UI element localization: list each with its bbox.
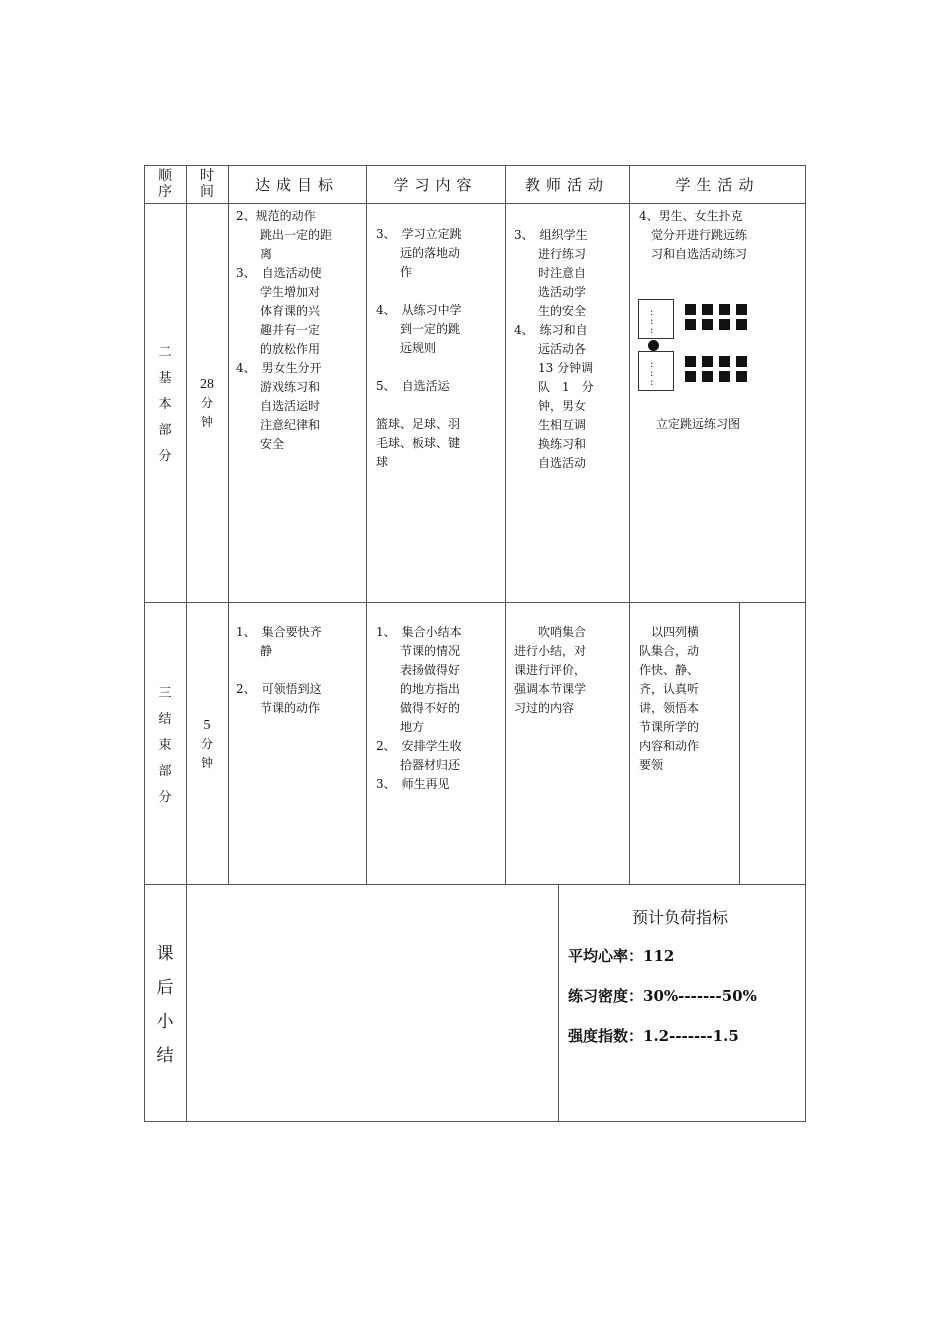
student-square-icon	[702, 304, 713, 315]
text-line: 换练习和	[514, 437, 587, 451]
text-line: 3、 组织学生	[514, 228, 588, 242]
text-line: 静	[236, 644, 273, 658]
text-line: 自选活运时	[236, 399, 321, 413]
header-time	[186, 169, 228, 199]
text-line: 注意纪律和	[236, 418, 321, 432]
teacher-dot-icon	[648, 340, 659, 351]
text-line: 进行小结，对	[514, 644, 587, 658]
summary-label-char: 结	[156, 1046, 174, 1066]
basic-label-char: 部	[158, 423, 172, 438]
text-line	[514, 207, 626, 226]
header-time-1: 时	[200, 168, 214, 184]
student-square-icon	[702, 356, 713, 367]
student-square-icon	[719, 319, 730, 330]
student-square-icon	[719, 371, 730, 382]
text-line: 作	[376, 265, 413, 279]
text-line: 4、 男女生分开	[236, 361, 322, 375]
header-order-1: 顺	[158, 168, 172, 184]
dots-icon: : : :	[650, 359, 658, 388]
text-line: 4、 练习和自	[514, 323, 588, 337]
basic-label-char: 二	[158, 345, 172, 360]
text-line: 1、 集合小结本	[376, 625, 462, 639]
text-line: 作快、静、	[639, 663, 700, 677]
long-jump-diagram	[638, 299, 798, 389]
basic-label-char: 基	[158, 371, 172, 386]
text-line: 毛球、板球、键	[376, 436, 461, 450]
header-order	[144, 169, 186, 199]
student-square-icon	[685, 319, 696, 330]
text-line: 觉分开进行跳远练	[639, 228, 748, 242]
ending-label-char: 结	[158, 712, 172, 727]
text-line	[236, 661, 364, 680]
text-line: 地方	[376, 720, 425, 734]
text-line: 离	[236, 247, 273, 261]
header-content: 学习内容	[393, 176, 478, 194]
lesson-plan-table	[144, 165, 806, 1122]
ending-time	[186, 716, 228, 773]
text-line: 4、男生、女生扑克	[639, 209, 743, 223]
text-line: 自选活动	[514, 456, 587, 470]
text-line: 2、规范的动作	[236, 209, 316, 223]
basic-time	[186, 375, 228, 432]
text-line: 3、 自选活动使	[236, 266, 322, 280]
basic-time-number: 28	[200, 377, 214, 392]
basic-label-char: 本	[158, 397, 172, 412]
intensity-index: 强度指数：1.2-------1.5	[568, 1027, 739, 1045]
text-line: 4、 从练习中学	[376, 303, 462, 317]
average-heart-rate: 平均心率：112	[568, 947, 675, 965]
header-teacher: 教师活动	[524, 176, 609, 194]
summary-label-char: 课	[156, 944, 174, 964]
student-square-icon	[702, 319, 713, 330]
text-line: 习过的内容	[514, 701, 575, 715]
text-line: 生相互调	[514, 418, 587, 432]
student-square-icon	[685, 371, 696, 382]
text-line: 节课的动作	[236, 701, 321, 715]
student-square-icon	[736, 319, 747, 330]
text-line: 远规则	[376, 341, 437, 355]
text-line: 拾器材归还	[376, 758, 461, 772]
text-line: 游戏练习和	[236, 380, 321, 394]
text-line: 吹哨集合	[514, 625, 587, 639]
text-line: 时注意自	[514, 266, 587, 280]
text-line: 内容和动作	[639, 739, 700, 753]
practice-density: 练习密度：30%-------50%	[568, 987, 757, 1005]
summary-label-char: 后	[156, 978, 174, 998]
text-line: 体育课的兴	[236, 304, 321, 318]
text-line: 要领	[639, 758, 664, 772]
text-line: 齐，认真听	[639, 682, 700, 696]
text-line: 13 分钟调	[514, 361, 594, 375]
ending-goals-list	[236, 623, 364, 718]
text-line: 队 1 分	[514, 380, 594, 394]
ending-section-label	[155, 681, 175, 811]
text-line	[376, 358, 502, 377]
basic-goals-list	[236, 207, 364, 454]
text-line: 习和自选活动练习	[639, 247, 748, 261]
text-line: 2、 可领悟到这	[236, 682, 322, 696]
header-student: 学生活动	[675, 176, 760, 194]
text-line: 远的落地动	[376, 246, 461, 260]
summary-label-char: 小	[156, 1012, 174, 1032]
header-time-2: 间	[200, 184, 214, 200]
jump-area-box	[638, 299, 674, 339]
text-line: 3、 学习立定跳	[376, 227, 462, 241]
text-line: 趣并有一定	[236, 323, 321, 337]
text-line: 球	[376, 455, 389, 469]
ending-teacher-list	[514, 623, 626, 718]
student-square-icon	[685, 356, 696, 367]
ending-time-unit: 分	[200, 737, 213, 751]
text-line: 生的安全	[514, 304, 587, 318]
text-line: 队集合，动	[639, 644, 700, 658]
text-line: 表扬做得好	[376, 663, 461, 677]
text-line: 2、 安排学生收	[376, 739, 462, 753]
text-line: 跳出一定的距	[236, 228, 333, 242]
text-line	[376, 282, 502, 301]
text-line: 学生增加对	[236, 285, 321, 299]
student-square-icon	[736, 304, 747, 315]
student-square-icon	[719, 304, 730, 315]
dots-icon: : : :	[650, 307, 658, 336]
jump-area-box	[638, 351, 674, 391]
student-square-icon	[736, 371, 747, 382]
text-line: 节课所学的	[639, 720, 700, 734]
text-line: 以四列横	[639, 625, 700, 639]
text-line: 讲，领悟本	[639, 701, 700, 715]
text-line: 的地方指出	[376, 682, 461, 696]
text-line: 钟，男女	[514, 399, 587, 413]
summary-section-label	[155, 937, 175, 1073]
basic-student-list	[639, 207, 804, 264]
basic-time-unit: 钟	[200, 415, 213, 429]
text-line	[376, 396, 502, 415]
ending-time-number: 5	[203, 718, 211, 733]
student-square-icon	[702, 371, 713, 382]
text-line: 5、 自选活运	[376, 379, 450, 393]
load-index-title: 预计负荷指标	[632, 908, 729, 927]
text-line: 的放松作用	[236, 342, 321, 356]
text-line: 3、 师生再见	[376, 777, 450, 791]
student-square-icon	[719, 356, 730, 367]
text-line: 进行练习	[514, 247, 587, 261]
header-order-2: 序	[158, 184, 172, 200]
student-square-icon	[685, 304, 696, 315]
ending-label-char: 分	[158, 790, 172, 805]
text-line: 选活动学	[514, 285, 587, 299]
ending-label-char: 部	[158, 764, 172, 779]
header-goals: 达成目标	[254, 176, 339, 194]
text-line: 做得不好的	[376, 701, 461, 715]
text-line: 课进行评价，	[514, 663, 587, 677]
ending-content-list	[376, 623, 502, 794]
student-square-icon	[736, 356, 747, 367]
basic-time-unit: 分	[200, 396, 213, 410]
text-line: 强调本节课学	[514, 682, 587, 696]
text-line: 到一定的跳	[376, 322, 461, 336]
ending-label-char: 三	[158, 686, 172, 701]
ending-student-list	[639, 623, 737, 775]
text-line: 安全	[236, 437, 285, 451]
basic-content-list	[376, 225, 502, 472]
ending-label-char: 束	[158, 738, 172, 753]
text-line: 篮球、足球、羽	[376, 417, 461, 431]
text-line: 节课的情况	[376, 644, 461, 658]
basic-label-char: 分	[158, 449, 172, 464]
text-line: 远活动各	[514, 342, 587, 356]
ending-time-unit: 钟	[200, 756, 213, 770]
text-line: 1、 集合要快齐	[236, 625, 322, 639]
basic-section-label	[155, 340, 175, 470]
diagram-caption: 立定跳远练习图	[656, 417, 741, 431]
basic-teacher-list	[514, 207, 626, 473]
